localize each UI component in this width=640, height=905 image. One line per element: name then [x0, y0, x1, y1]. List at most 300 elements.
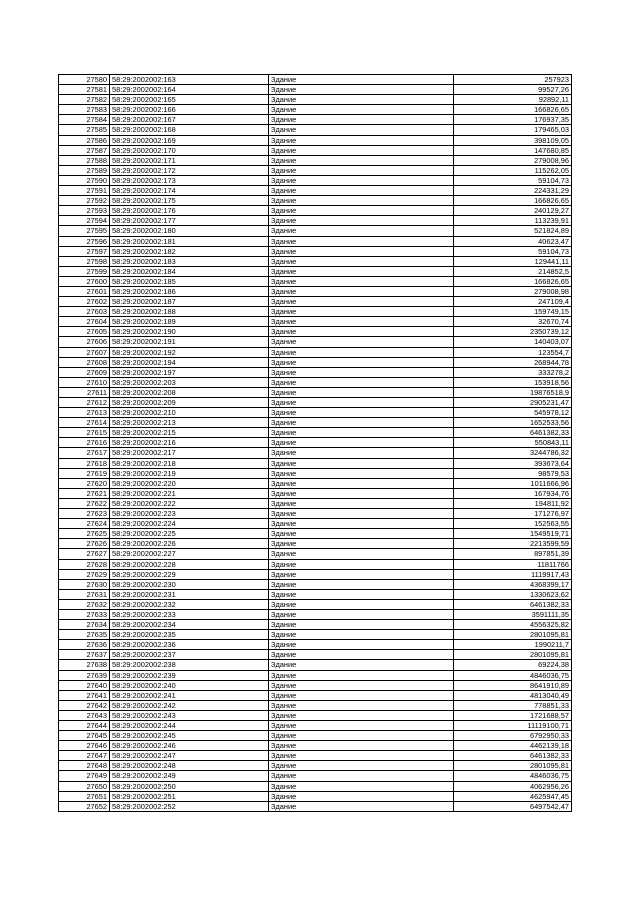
cadastral-number: 58:29:2002002:222: [110, 498, 269, 508]
row-number: 27584: [59, 115, 110, 125]
object-type: Здание: [269, 408, 454, 418]
table-row: [59, 105, 572, 115]
object-type: Здание: [269, 781, 454, 791]
table-row: [59, 145, 572, 155]
row-number: 27593: [59, 206, 110, 216]
cadastral-value: 153918,56: [454, 377, 572, 387]
cadastral-value: 167934,76: [454, 488, 572, 498]
cadastral-value: 1330623,62: [454, 589, 572, 599]
cadastral-number: 58:29:2002002:228: [110, 559, 269, 569]
cadastral-number: 58:29:2002002:210: [110, 408, 269, 418]
table-row: [59, 206, 572, 216]
cadastral-number: 58:29:2002002:229: [110, 569, 269, 579]
cadastral-value: 6497542,47: [454, 801, 572, 811]
row-number: 27643: [59, 710, 110, 720]
cadastral-value: 1549519,71: [454, 529, 572, 539]
row-number: 27614: [59, 418, 110, 428]
cadastral-number: 58:29:2002002:191: [110, 337, 269, 347]
object-type: Здание: [269, 135, 454, 145]
row-number: 27649: [59, 771, 110, 781]
table-row: [59, 529, 572, 539]
cadastral-number: 58:29:2002002:236: [110, 640, 269, 650]
row-number: 27591: [59, 186, 110, 196]
object-type: Здание: [269, 589, 454, 599]
cadastral-number: 58:29:2002002:176: [110, 206, 269, 216]
object-type: Здание: [269, 165, 454, 175]
object-type: Здание: [269, 438, 454, 448]
object-type: Здание: [269, 95, 454, 105]
row-number: 27620: [59, 478, 110, 488]
object-type: Здание: [269, 801, 454, 811]
table-row: [59, 680, 572, 690]
cadastral-number: 58:29:2002002:218: [110, 458, 269, 468]
table-row: [59, 761, 572, 771]
object-type: Здание: [269, 751, 454, 761]
cadastral-value: 4462139,18: [454, 741, 572, 751]
row-number: 27617: [59, 448, 110, 458]
cadastral-number: 58:29:2002002:183: [110, 256, 269, 266]
row-number: 27622: [59, 498, 110, 508]
table-row: [59, 297, 572, 307]
row-number: 27604: [59, 317, 110, 327]
table-row: [59, 498, 572, 508]
cadastral-value: 6792950,33: [454, 731, 572, 741]
table-row: [59, 509, 572, 519]
object-type: Здание: [269, 418, 454, 428]
object-type: Здание: [269, 680, 454, 690]
row-number: 27603: [59, 307, 110, 317]
object-type: Здание: [269, 529, 454, 539]
table-row: [59, 569, 572, 579]
object-type: Здание: [269, 670, 454, 680]
cadastral-number: 58:29:2002002:252: [110, 801, 269, 811]
table-row: [59, 85, 572, 95]
row-number: 27651: [59, 791, 110, 801]
table-row: [59, 599, 572, 609]
row-number: 27646: [59, 741, 110, 751]
cadastral-number: 58:29:2002002:208: [110, 387, 269, 397]
table-row: [59, 286, 572, 296]
object-type: Здание: [269, 226, 454, 236]
cadastral-value: 8641910,89: [454, 680, 572, 690]
object-type: Здание: [269, 307, 454, 317]
cadastral-value: 98579,53: [454, 468, 572, 478]
cadastral-number: 58:29:2002002:190: [110, 327, 269, 337]
row-number: 27611: [59, 387, 110, 397]
cadastral-number: 58:29:2002002:209: [110, 398, 269, 408]
cadastral-number: 58:29:2002002:227: [110, 549, 269, 559]
table-row: [59, 408, 572, 418]
cadastral-number: 58:29:2002002:239: [110, 670, 269, 680]
cadastral-value: 6461382,33: [454, 599, 572, 609]
table-row: [59, 710, 572, 720]
object-type: Здание: [269, 216, 454, 226]
row-number: 27632: [59, 599, 110, 609]
cadastral-number: 58:29:2002002:216: [110, 438, 269, 448]
cadastral-value: 2801095,81: [454, 650, 572, 660]
cadastral-value: 152563,55: [454, 519, 572, 529]
cadastral-value: 4846036,75: [454, 771, 572, 781]
object-type: Здание: [269, 741, 454, 751]
table-row: [59, 478, 572, 488]
cadastral-number: 58:29:2002002:186: [110, 286, 269, 296]
row-number: 27580: [59, 75, 110, 85]
object-type: Здание: [269, 519, 454, 529]
object-type: Здание: [269, 488, 454, 498]
row-number: 27599: [59, 266, 110, 276]
row-number: 27641: [59, 690, 110, 700]
cadastral-number: 58:29:2002002:220: [110, 478, 269, 488]
table-row: [59, 771, 572, 781]
cadastral-value: 99527,26: [454, 85, 572, 95]
table-row: [59, 186, 572, 196]
table-row: [59, 650, 572, 660]
row-number: 27598: [59, 256, 110, 266]
cadastral-value: 159749,15: [454, 307, 572, 317]
table-row: [59, 367, 572, 377]
row-number: 27588: [59, 155, 110, 165]
table-row: [59, 700, 572, 710]
cadastral-value: 171276,97: [454, 509, 572, 519]
table-row: [59, 630, 572, 640]
table-row: [59, 327, 572, 337]
cadastral-value: 147680,85: [454, 145, 572, 155]
object-type: Здание: [269, 145, 454, 155]
row-number: 27637: [59, 650, 110, 660]
cadastral-value: 2801095,81: [454, 630, 572, 640]
table-row: [59, 448, 572, 458]
row-number: 27605: [59, 327, 110, 337]
table-row: [59, 438, 572, 448]
table-row: [59, 579, 572, 589]
object-type: Здание: [269, 286, 454, 296]
row-number: 27590: [59, 175, 110, 185]
cadastral-value: 166826,65: [454, 196, 572, 206]
object-type: Здание: [269, 710, 454, 720]
table-row: [59, 660, 572, 670]
cadastral-number: 58:29:2002002:165: [110, 95, 269, 105]
object-type: Здание: [269, 125, 454, 135]
row-number: 27608: [59, 357, 110, 367]
table-body: [59, 75, 572, 812]
object-type: Здание: [269, 458, 454, 468]
table-row: [59, 620, 572, 630]
object-type: Здание: [269, 620, 454, 630]
cadastral-number: 58:29:2002002:219: [110, 468, 269, 478]
row-number: 27627: [59, 549, 110, 559]
table-row: [59, 721, 572, 731]
cadastral-value: 129441,11: [454, 256, 572, 266]
row-number: 27595: [59, 226, 110, 236]
object-type: Здание: [269, 731, 454, 741]
object-type: Здание: [269, 721, 454, 731]
row-number: 27624: [59, 519, 110, 529]
cadastral-number: 58:29:2002002:247: [110, 751, 269, 761]
row-number: 27631: [59, 589, 110, 599]
cadastral-value: 4625947,45: [454, 791, 572, 801]
row-number: 27582: [59, 95, 110, 105]
cadastral-number: 58:29:2002002:189: [110, 317, 269, 327]
row-number: 27636: [59, 640, 110, 650]
cadastral-number: 58:29:2002002:172: [110, 165, 269, 175]
table-row: [59, 115, 572, 125]
row-number: 27581: [59, 85, 110, 95]
table-row: [59, 751, 572, 761]
object-type: Здание: [269, 347, 454, 357]
row-number: 27592: [59, 196, 110, 206]
row-number: 27639: [59, 670, 110, 680]
object-type: Здание: [269, 317, 454, 327]
table-row: [59, 307, 572, 317]
table-row: [59, 155, 572, 165]
cadastral-number: 58:29:2002002:194: [110, 357, 269, 367]
cadastral-number: 58:29:2002002:235: [110, 630, 269, 640]
row-number: 27629: [59, 569, 110, 579]
row-number: 27634: [59, 620, 110, 630]
cadastral-number: 58:29:2002002:168: [110, 125, 269, 135]
cadastral-value: 1721688,57: [454, 710, 572, 720]
object-type: Здание: [269, 509, 454, 519]
row-number: 27633: [59, 609, 110, 619]
cadastral-number: 58:29:2002002:221: [110, 488, 269, 498]
row-number: 27616: [59, 438, 110, 448]
cadastral-number: 58:29:2002002:225: [110, 529, 269, 539]
table-row: [59, 216, 572, 226]
row-number: 27610: [59, 377, 110, 387]
cadastral-value: 393673,64: [454, 458, 572, 468]
cadastral-value: 778851,33: [454, 700, 572, 710]
table-row: [59, 690, 572, 700]
row-number: 27645: [59, 731, 110, 741]
table-row: [59, 196, 572, 206]
table-row: [59, 609, 572, 619]
object-type: Здание: [269, 599, 454, 609]
table-row: [59, 549, 572, 559]
cadastral-value: 1011666,96: [454, 478, 572, 488]
cadastral-number: 58:29:2002002:233: [110, 609, 269, 619]
cadastral-value: 214852,5: [454, 266, 572, 276]
cadastral-number: 58:29:2002002:238: [110, 660, 269, 670]
object-type: Здание: [269, 377, 454, 387]
cadastral-value: 1652533,56: [454, 418, 572, 428]
cadastral-value: 4813040,49: [454, 690, 572, 700]
row-number: 27644: [59, 721, 110, 731]
cadastral-number: 58:29:2002002:192: [110, 347, 269, 357]
cadastral-number: 58:29:2002002:249: [110, 771, 269, 781]
object-type: Здание: [269, 640, 454, 650]
cadastral-number: 58:29:2002002:177: [110, 216, 269, 226]
cadastral-number: 58:29:2002002:213: [110, 418, 269, 428]
cadastral-number: 58:29:2002002:173: [110, 175, 269, 185]
cadastral-value: 69224,38: [454, 660, 572, 670]
row-number: 27594: [59, 216, 110, 226]
row-number: 27618: [59, 458, 110, 468]
cadastral-value: 19876518,9: [454, 387, 572, 397]
cadastral-value: 40623,47: [454, 236, 572, 246]
cadastral-value: 166826,65: [454, 276, 572, 286]
cadastral-value: 113239,91: [454, 216, 572, 226]
object-type: Здание: [269, 549, 454, 559]
object-type: Здание: [269, 791, 454, 801]
row-number: 27596: [59, 236, 110, 246]
table-row: [59, 781, 572, 791]
cadastral-number: 58:29:2002002:250: [110, 781, 269, 791]
cadastral-number: 58:29:2002002:188: [110, 307, 269, 317]
object-type: Здание: [269, 579, 454, 589]
object-type: Здание: [269, 85, 454, 95]
row-number: 27647: [59, 751, 110, 761]
object-type: Здание: [269, 761, 454, 771]
table-row: [59, 317, 572, 327]
object-type: Здание: [269, 700, 454, 710]
cadastral-number: 58:29:2002002:166: [110, 105, 269, 115]
table-row: [59, 468, 572, 478]
table-row: [59, 135, 572, 145]
cadastral-value: 2801095,81: [454, 761, 572, 771]
cadastral-number: 58:29:2002002:230: [110, 579, 269, 589]
table-row: [59, 165, 572, 175]
cadastral-value-table: [58, 74, 572, 812]
cadastral-value: 398109,05: [454, 135, 572, 145]
cadastral-number: 58:29:2002002:240: [110, 680, 269, 690]
table-row: [59, 236, 572, 246]
cadastral-number: 58:29:2002002:237: [110, 650, 269, 660]
object-type: Здание: [269, 660, 454, 670]
row-number: 27635: [59, 630, 110, 640]
object-type: Здание: [269, 771, 454, 781]
object-type: Здание: [269, 175, 454, 185]
row-number: 27602: [59, 297, 110, 307]
cadastral-value: 59104,73: [454, 246, 572, 256]
cadastral-number: 58:29:2002002:180: [110, 226, 269, 236]
cadastral-value: 194811,92: [454, 498, 572, 508]
object-type: Здание: [269, 387, 454, 397]
table-row: [59, 428, 572, 438]
cadastral-value: 1119917,43: [454, 569, 572, 579]
cadastral-number: 58:29:2002002:171: [110, 155, 269, 165]
cadastral-number: 58:29:2002002:182: [110, 246, 269, 256]
object-type: Здание: [269, 276, 454, 286]
table-row: [59, 276, 572, 286]
object-type: Здание: [269, 206, 454, 216]
row-number: 27612: [59, 398, 110, 408]
row-number: 27586: [59, 135, 110, 145]
cadastral-value: 92892,11: [454, 95, 572, 105]
cadastral-number: 58:29:2002002:241: [110, 690, 269, 700]
table-row: [59, 640, 572, 650]
cadastral-number: 58:29:2002002:175: [110, 196, 269, 206]
cadastral-number: 58:29:2002002:187: [110, 297, 269, 307]
cadastral-value: 4062956,26: [454, 781, 572, 791]
cadastral-value: 123554,7: [454, 347, 572, 357]
cadastral-number: 58:29:2002002:167: [110, 115, 269, 125]
cadastral-value: 247109,4: [454, 297, 572, 307]
row-number: 27589: [59, 165, 110, 175]
object-type: Здание: [269, 569, 454, 579]
table-row: [59, 741, 572, 751]
object-type: Здание: [269, 246, 454, 256]
cadastral-number: 58:29:2002002:181: [110, 236, 269, 246]
row-number: 27615: [59, 428, 110, 438]
cadastral-value: 224331,29: [454, 186, 572, 196]
cadastral-number: 58:29:2002002:246: [110, 741, 269, 751]
cadastral-value: 279008,96: [454, 155, 572, 165]
cadastral-number: 58:29:2002002:232: [110, 599, 269, 609]
cadastral-value: 550843,11: [454, 438, 572, 448]
cadastral-value: 32670,74: [454, 317, 572, 327]
cadastral-number: 58:29:2002002:224: [110, 519, 269, 529]
row-number: 27585: [59, 125, 110, 135]
table-row: [59, 347, 572, 357]
row-number: 27600: [59, 276, 110, 286]
row-number: 27619: [59, 468, 110, 478]
row-number: 27650: [59, 781, 110, 791]
cadastral-number: 58:29:2002002:231: [110, 589, 269, 599]
cadastral-value: 240129,27: [454, 206, 572, 216]
table-row: [59, 539, 572, 549]
row-number: 27630: [59, 579, 110, 589]
table-row: [59, 75, 572, 85]
object-type: Здание: [269, 236, 454, 246]
cadastral-number: 58:29:2002002:217: [110, 448, 269, 458]
object-type: Здание: [269, 367, 454, 377]
object-type: Здание: [269, 539, 454, 549]
cadastral-number: 58:29:2002002:197: [110, 367, 269, 377]
table-row: [59, 256, 572, 266]
cadastral-value: 166826,65: [454, 105, 572, 115]
object-type: Здание: [269, 196, 454, 206]
cadastral-number: 58:29:2002002:242: [110, 700, 269, 710]
object-type: Здание: [269, 337, 454, 347]
row-number: 27606: [59, 337, 110, 347]
cadastral-value: 11119100,71: [454, 721, 572, 731]
object-type: Здание: [269, 428, 454, 438]
object-type: Здание: [269, 398, 454, 408]
row-number: 27648: [59, 761, 110, 771]
cadastral-value: 11811766: [454, 559, 572, 569]
object-type: Здание: [269, 630, 454, 640]
table-row: [59, 95, 572, 105]
row-number: 27601: [59, 286, 110, 296]
row-number: 27623: [59, 509, 110, 519]
object-type: Здание: [269, 186, 454, 196]
cadastral-value: 6461382,33: [454, 751, 572, 761]
cadastral-value: 257923: [454, 75, 572, 85]
cadastral-number: 58:29:2002002:244: [110, 721, 269, 731]
cadastral-value: 140403,07: [454, 337, 572, 347]
cadastral-number: 58:29:2002002:164: [110, 85, 269, 95]
object-type: Здание: [269, 327, 454, 337]
cadastral-value: 4368399,17: [454, 579, 572, 589]
cadastral-value: 279008,98: [454, 286, 572, 296]
object-type: Здание: [269, 650, 454, 660]
table-row: [59, 731, 572, 741]
row-number: 27583: [59, 105, 110, 115]
table-row: [59, 387, 572, 397]
row-number: 27625: [59, 529, 110, 539]
table-row: [59, 175, 572, 185]
table-row: [59, 488, 572, 498]
cadastral-number: 58:29:2002002:245: [110, 731, 269, 741]
table-row: [59, 418, 572, 428]
table-row: [59, 398, 572, 408]
table-row: [59, 357, 572, 367]
cadastral-value: 1990211,7: [454, 640, 572, 650]
cadastral-value: 545978,12: [454, 408, 572, 418]
table-row: [59, 519, 572, 529]
object-type: Здание: [269, 478, 454, 488]
table-row: [59, 801, 572, 811]
